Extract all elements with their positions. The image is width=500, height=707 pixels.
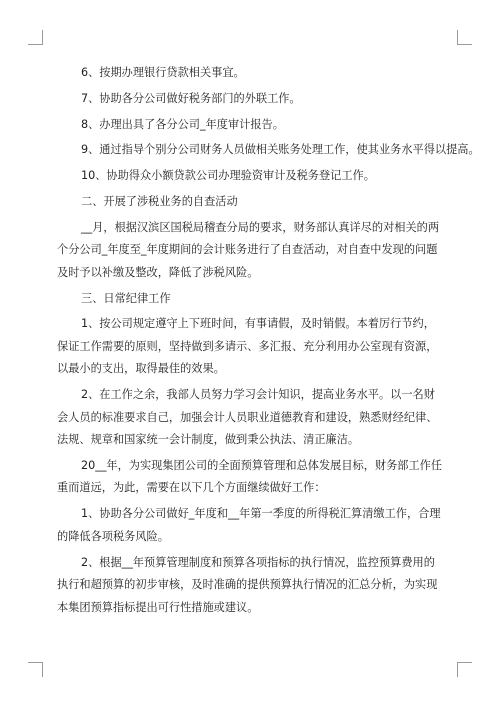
crop-mark-bottom-right [457, 662, 472, 677]
paragraph-item-9: 9、通过指导个别分公司财务人员做相关账务处理工作，使其业务水平得以提高。 [81, 143, 480, 157]
paragraph-item-6: 6、按期办理银行贷款相关事宜。 [81, 66, 245, 79]
section-heading-tax-self-check: 二、开展了涉税业务的自查活动 [81, 194, 238, 208]
paragraph-plan-2: 2、根据__年预算管理制度和预算各项指标的执行情况，监控预算费用的执行和超预算的初步审核，及时准确的提供预算执行情况的汇总分析，为实现本集团预算指标提出可行性措施或建议。 [57, 555, 438, 614]
paragraph-tax-self-check: __月，根据汉滨区国税局稽查分局的要求，财务部认真详尽的对相关的两个分公司_年度至_年度期间的会计账务进行了自查活动，对自查中发现的问题及时予以补缴及整改，降低了涉税风险。 [57, 220, 440, 279]
paragraph-item-10: 10、协助得众小额贷款公司办理验资审计及税务登记工作。 [81, 169, 375, 183]
section-heading-daily-discipline: 三、日常纪律工作 [81, 291, 171, 305]
document-page [57, 62, 480, 622]
paragraph-item-7: 7、协助各分公司做好税务部门的外联工作。 [81, 91, 301, 105]
paragraph-item-8: 8、办理出具了各分公司_年度审计报告。 [81, 117, 284, 131]
crop-mark-top-right [457, 30, 472, 45]
crop-mark-top-left [28, 30, 43, 45]
paragraph-discipline-2: 2、在工作之余，我部人员努力学习会计知识，提高业务水平。以一名财会人员的标准要求自己，加强会计人员职业道德教育和建设，熟悉财经纪律、法规、规章和国家统一会计制度，做到秉公执法、清正廉洁。 [57, 388, 438, 447]
crop-mark-bottom-left [28, 662, 43, 677]
paragraph-plan-1: 1、协助各分公司做好_年度和__年第一季度的所得税汇算清缴工作，合理的降低各项税务风险。 [57, 507, 441, 543]
paragraph-discipline-1: 1、按公司规定遵守上下班时间，有事请假，及时销假。本着厉行节约，保证工作需要的原则，坚持做到多请示、多汇报、充分利用办公室现有资源，以最小的支出，取得最佳的效果。 [57, 317, 438, 376]
paragraph-next-year-goals: 20__年，为实现集团公司的全面预算管理和总体发展目标，财务部工作任重而道远，为此，需要在以下几个方面继续做好工作： [57, 458, 443, 495]
